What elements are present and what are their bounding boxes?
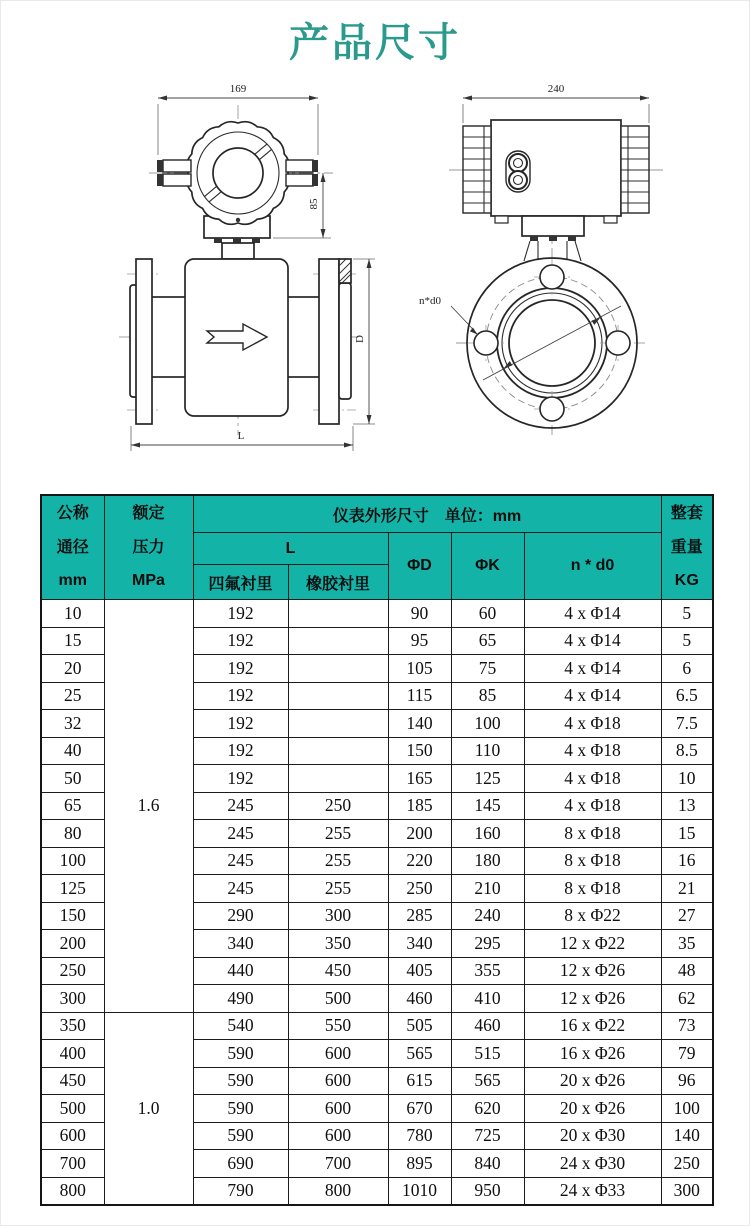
cell-rubber [288,682,388,710]
cell-dn: 450 [41,1067,104,1095]
cell-phi-k: 410 [451,985,524,1013]
cell-weight: 48 [661,957,713,985]
cell-phi-k: 145 [451,792,524,820]
cell-nd0: 8 x Φ18 [524,820,661,848]
cell-rubber: 600 [288,1040,388,1068]
cell-phi-d: 95 [388,627,451,655]
cell-phi-d: 340 [388,930,451,958]
cell-phi-k: 60 [451,600,524,628]
cell-phi-d: 150 [388,737,451,765]
cell-phi-d: 780 [388,1122,451,1150]
header-phi-k: ΦK [451,533,524,600]
cell-ptfe: 790 [193,1177,288,1205]
cell-weight: 73 [661,1012,713,1040]
cell-rubber: 255 [288,820,388,848]
dim-169-label: 169 [229,83,247,95]
header-dimensions-group: 仪表外形尺寸 单位：mm [193,495,661,533]
cell-phi-d: 185 [388,792,451,820]
cell-phi-k: 65 [451,627,524,655]
bolt-hole-callout: n*d0 [419,295,441,307]
cell-ptfe: 192 [193,600,288,628]
cell-ptfe: 490 [193,985,288,1013]
cell-weight: 5 [661,600,713,628]
cell-rubber: 600 [288,1122,388,1150]
cell-phi-d: 505 [388,1012,451,1040]
cell-nd0: 4 x Φ14 [524,682,661,710]
cell-nd0: 4 x Φ18 [524,737,661,765]
cell-weight: 13 [661,792,713,820]
cell-phi-d: 895 [388,1150,451,1178]
cell-dn: 50 [41,765,104,793]
cell-phi-d: 90 [388,600,451,628]
cell-rubber: 255 [288,847,388,875]
cell-ptfe: 192 [193,737,288,765]
cell-rubber [288,765,388,793]
cell-phi-k: 840 [451,1150,524,1178]
cell-ptfe: 192 [193,627,288,655]
cell-ptfe: 540 [193,1012,288,1040]
cell-nd0: 4 x Φ14 [524,627,661,655]
cell-dn: 200 [41,930,104,958]
cell-weight: 16 [661,847,713,875]
cell-ptfe: 690 [193,1150,288,1178]
cell-weight: 5 [661,627,713,655]
cell-nd0: 4 x Φ14 [524,655,661,683]
cell-weight: 300 [661,1177,713,1205]
cell-ptfe: 290 [193,902,288,930]
cell-ptfe: 590 [193,1067,288,1095]
cell-weight: 7.5 [661,710,713,738]
cell-phi-k: 100 [451,710,524,738]
cell-rubber [288,627,388,655]
cell-ptfe: 192 [193,682,288,710]
cell-ptfe: 245 [193,820,288,848]
cell-nd0: 4 x Φ18 [524,765,661,793]
cell-dn: 250 [41,957,104,985]
cell-weight: 15 [661,820,713,848]
front-view-drawing [119,83,375,451]
cell-dn: 100 [41,847,104,875]
dimension-spec-table [40,494,714,1206]
cell-phi-d: 1010 [388,1177,451,1205]
cell-weight: 96 [661,1067,713,1095]
cell-phi-k: 240 [451,902,524,930]
cell-nd0: 16 x Φ22 [524,1012,661,1040]
header-rubber-lining: 橡胶衬里 [288,565,388,600]
header-phi-d: ΦD [388,533,451,600]
cell-rubber [288,655,388,683]
cell-rubber [288,737,388,765]
cell-ptfe: 192 [193,710,288,738]
header-total-weight: 整套 重量 KG [661,495,713,600]
cell-nd0: 24 x Φ33 [524,1177,661,1205]
cell-nd0: 4 x Φ14 [524,600,661,628]
header-n-d0: n * d0 [524,533,661,600]
cell-ptfe: 590 [193,1040,288,1068]
cell-rubber: 350 [288,930,388,958]
cell-nd0: 8 x Φ18 [524,847,661,875]
page-title: 产品尺寸 [289,21,461,65]
cell-nd0: 8 x Φ22 [524,902,661,930]
cell-weight: 6.5 [661,682,713,710]
cell-rubber: 255 [288,875,388,903]
cell-pressure: 1.0 [104,1012,193,1205]
flange-face [419,258,637,428]
cell-nd0: 16 x Φ26 [524,1040,661,1068]
cell-dn: 350 [41,1012,104,1040]
cell-rubber: 550 [288,1012,388,1040]
cell-rubber: 250 [288,792,388,820]
cell-nd0: 12 x Φ26 [524,985,661,1013]
cell-phi-d: 105 [388,655,451,683]
cell-phi-k: 295 [451,930,524,958]
cell-rubber: 500 [288,985,388,1013]
cell-phi-d: 285 [388,902,451,930]
cell-dn: 700 [41,1150,104,1178]
dim-85-label: 85 [308,198,320,210]
cell-phi-k: 355 [451,957,524,985]
cell-weight: 8.5 [661,737,713,765]
cell-dn: 500 [41,1095,104,1123]
cell-phi-k: 620 [451,1095,524,1123]
cell-phi-k: 565 [451,1067,524,1095]
cell-ptfe: 340 [193,930,288,958]
header-length-L: L [193,533,388,565]
cell-ptfe: 590 [193,1122,288,1150]
cell-dn: 20 [41,655,104,683]
cell-ptfe: 245 [193,875,288,903]
cell-dn: 15 [41,627,104,655]
cell-nd0: 4 x Φ18 [524,792,661,820]
cell-phi-d: 405 [388,957,451,985]
cell-phi-k: 460 [451,1012,524,1040]
cell-nd0: 20 x Φ26 [524,1095,661,1123]
cell-rubber: 700 [288,1150,388,1178]
cell-weight: 6 [661,655,713,683]
cell-weight: 21 [661,875,713,903]
cell-weight: 79 [661,1040,713,1068]
cell-phi-k: 210 [451,875,524,903]
cell-ptfe: 192 [193,655,288,683]
cell-weight: 140 [661,1122,713,1150]
cell-phi-d: 460 [388,985,451,1013]
cell-weight: 62 [661,985,713,1013]
header-rated-pressure: 额定 压力 MPa [104,495,193,600]
cell-nd0: 12 x Φ26 [524,957,661,985]
cell-phi-d: 250 [388,875,451,903]
cell-ptfe: 440 [193,957,288,985]
dim-l-label: L [237,430,245,442]
cell-dn: 80 [41,820,104,848]
cell-phi-d: 200 [388,820,451,848]
cell-ptfe: 245 [193,792,288,820]
cell-dn: 400 [41,1040,104,1068]
cell-rubber [288,600,388,628]
cell-weight: 27 [661,902,713,930]
cell-weight: 35 [661,930,713,958]
cell-dn: 300 [41,985,104,1013]
cell-ptfe: 192 [193,765,288,793]
cell-dn: 32 [41,710,104,738]
cell-rubber: 450 [288,957,388,985]
cell-rubber: 800 [288,1177,388,1205]
cell-phi-k: 125 [451,765,524,793]
cell-nd0: 4 x Φ18 [524,710,661,738]
cell-dn: 10 [41,600,104,628]
cell-phi-k: 515 [451,1040,524,1068]
cell-phi-k: 950 [451,1177,524,1205]
header-nominal-diameter: 公称 通径 mm [41,495,104,600]
cell-dn: 125 [41,875,104,903]
dim-240-label: 240 [547,83,565,95]
cell-nd0: 12 x Φ22 [524,930,661,958]
cell-weight: 250 [661,1150,713,1178]
cell-rubber [288,710,388,738]
cell-ptfe: 245 [193,847,288,875]
cell-dn: 65 [41,792,104,820]
cell-phi-k: 75 [451,655,524,683]
cell-weight: 100 [661,1095,713,1123]
technical-drawings [1,73,750,468]
cell-phi-k: 160 [451,820,524,848]
cell-dn: 25 [41,682,104,710]
cell-phi-d: 140 [388,710,451,738]
gland-bosses [506,151,530,192]
dim-d-label: D [354,335,366,343]
cell-nd0: 20 x Φ30 [524,1122,661,1150]
cell-dn: 150 [41,902,104,930]
table-row [41,1012,713,1040]
spec-table-header [41,495,713,600]
cell-rubber: 600 [288,1095,388,1123]
cell-phi-k: 110 [451,737,524,765]
cell-phi-d: 165 [388,765,451,793]
cell-pressure: 1.6 [104,600,193,1013]
side-view-drawing [419,83,663,435]
cell-phi-k: 725 [451,1122,524,1150]
table-row [41,600,713,628]
cell-phi-k: 85 [451,682,524,710]
cell-dn: 600 [41,1122,104,1150]
cell-rubber: 600 [288,1067,388,1095]
cell-phi-d: 615 [388,1067,451,1095]
cell-weight: 10 [661,765,713,793]
cell-phi-d: 115 [388,682,451,710]
cell-dn: 40 [41,737,104,765]
cell-nd0: 24 x Φ30 [524,1150,661,1178]
cell-nd0: 8 x Φ18 [524,875,661,903]
cell-rubber: 300 [288,902,388,930]
cell-dn: 800 [41,1177,104,1205]
spec-table-body [41,600,713,1206]
header-ptfe-lining: 四氟衬里 [193,565,288,600]
cell-nd0: 20 x Φ26 [524,1067,661,1095]
cell-ptfe: 590 [193,1095,288,1123]
cell-phi-d: 565 [388,1040,451,1068]
cell-phi-d: 670 [388,1095,451,1123]
cell-phi-d: 220 [388,847,451,875]
cell-phi-k: 180 [451,847,524,875]
